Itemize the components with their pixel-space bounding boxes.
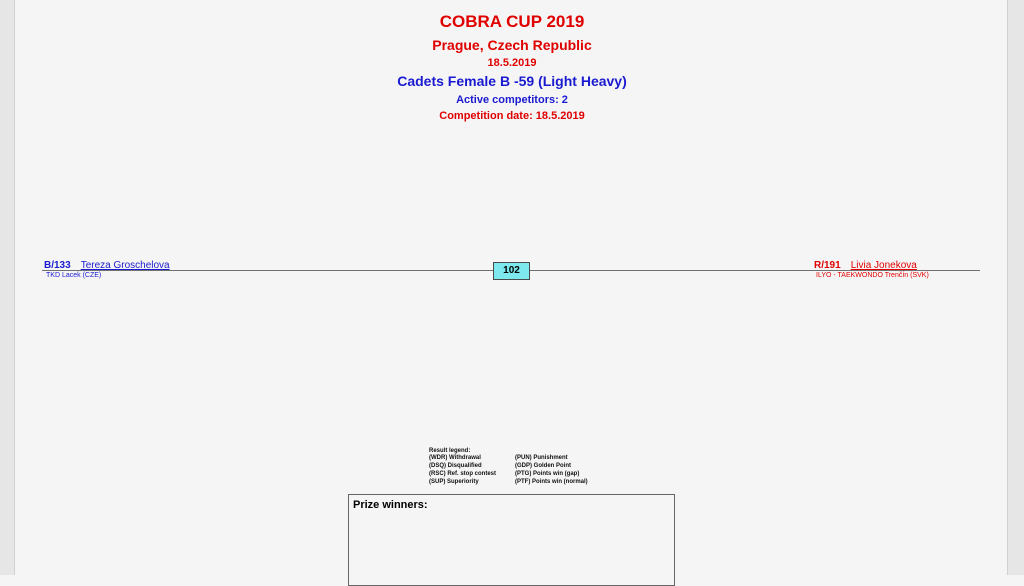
tournament-city: Prague, Czech Republic: [432, 37, 592, 53]
legend-entry: (PTF) Points win (normal): [515, 479, 588, 485]
category-title: Cadets Female B -59 (Light Heavy): [397, 73, 627, 89]
blue-competitor-club: TKD Lacek (CZE): [46, 272, 102, 279]
legend-entry: (RSC) Ref. stop contest: [429, 471, 497, 477]
red-competitor[interactable]: [814, 260, 917, 271]
legend-row: [429, 471, 588, 479]
tournament-title: COBRA CUP 2019: [439, 12, 585, 31]
tournament-date: 18.5.2019: [487, 57, 537, 69]
prize-winners-label: Prize winners:: [353, 499, 428, 511]
prize-winners-box: [348, 494, 675, 586]
legend-entry: (SUP) Superiority: [429, 479, 479, 485]
red-competitor-name[interactable]: Livia Jonekova: [850, 260, 917, 271]
legend-table: [429, 455, 588, 487]
blue-competitor-number: B/133: [44, 260, 71, 271]
legend-entry: (GDP) Golden Point: [515, 463, 571, 469]
competition-date: Competition date: 18.5.2019: [439, 110, 585, 122]
legend-entry: (PTG) Points win (gap): [515, 471, 580, 477]
active-competitors: Active competitors: 2: [456, 94, 568, 106]
legend-entry: (PUN) Punishment: [515, 455, 568, 461]
legend-row: [429, 455, 588, 463]
legend-entry: (DSQ) Disqualified: [429, 463, 482, 469]
legend-row: [429, 463, 588, 471]
blue-competitor-name[interactable]: Tereza Groschelova: [80, 260, 170, 271]
match-number-box[interactable]: 102: [493, 262, 530, 280]
red-competitor-number: R/191: [814, 260, 841, 271]
legend-row: [429, 479, 588, 487]
result-legend: [429, 448, 588, 487]
legend-title: Result legend:: [429, 448, 471, 454]
blue-competitor[interactable]: [44, 260, 170, 271]
legend-entry: (WDR) Withdrawal: [429, 455, 481, 461]
red-competitor-club: ILYO - TAEKWONDO Trenčín (SVK): [816, 272, 929, 279]
